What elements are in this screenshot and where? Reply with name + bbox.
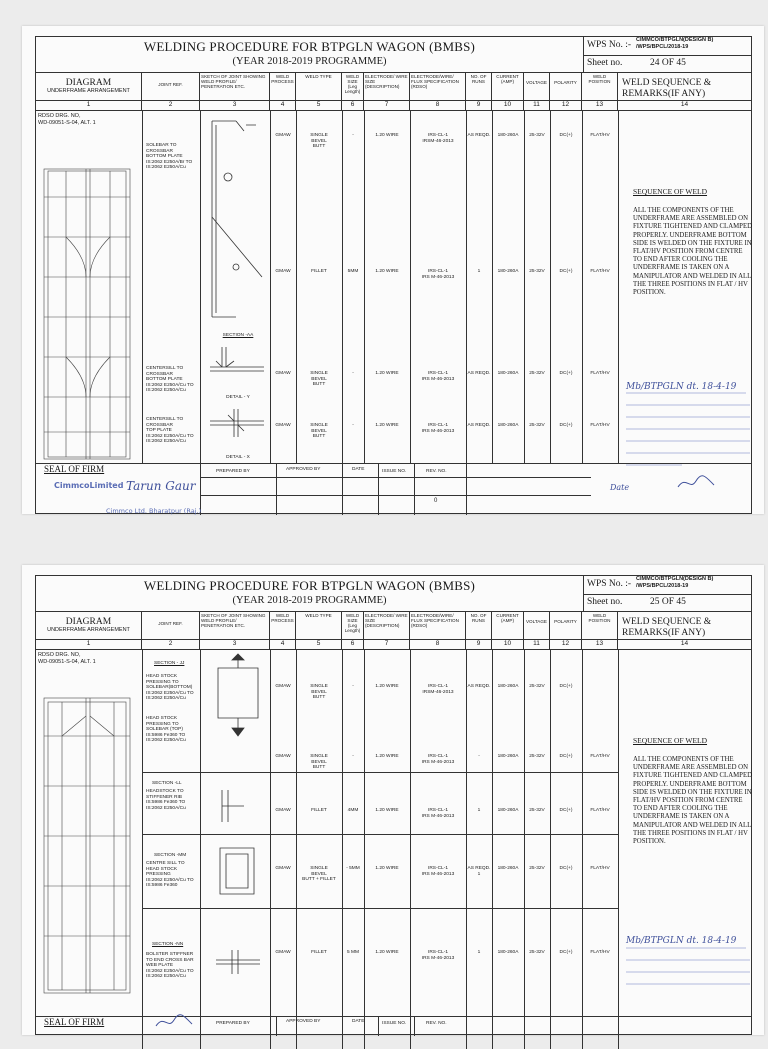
cell-size: - (352, 133, 354, 138)
sequence-heading: SEQUENCE OF WELD (633, 736, 708, 745)
rev-no: REV. NO. (426, 1021, 447, 1026)
sequence-heading: SEQUENCE OF WELD (633, 187, 708, 196)
cell-runs: 1 (477, 269, 481, 274)
cell-voltage: 25-32V (529, 371, 545, 376)
col-voltage: VOLTAGE (524, 72, 550, 100)
rdso-drawing-ref: RDSO DRG. NO, WD-09051-S-04, ALT. 1 (38, 652, 96, 665)
sheet-label: Sheet no. (587, 58, 623, 68)
cell-polarity: DC(+) (559, 133, 573, 138)
cell-voltage: 25-32V (529, 269, 545, 274)
cell-process: GMAW (275, 754, 291, 759)
cell-polarity: DC(+) (559, 371, 573, 376)
section-aa-label: SECTION -AA (222, 333, 254, 338)
prepared-by: PREPARED BY (216, 469, 250, 474)
cell-size: - (352, 371, 354, 376)
rev-value: 0 (434, 498, 438, 504)
section-jj-label: SECTION - JJ (154, 661, 185, 666)
cell-polarity: DC(+) (559, 866, 573, 871)
cell-spec: IRS-CL-1 IRS M-46-2013 (421, 754, 455, 765)
cell-electrode: 1.20 WIRE (375, 950, 399, 955)
issue-no: ISSUE NO. (382, 469, 407, 474)
cell-t: SINGLE BEVEL BUTT (310, 371, 328, 387)
col-current: CURRENT (AMP) (492, 72, 524, 100)
cell-voltage: 25-32V (529, 866, 545, 871)
cell-process: GMAW (275, 423, 291, 428)
section-mm-label: SECTION -MM (154, 853, 187, 858)
cell-size: - 5MM (346, 866, 360, 871)
cell-voltage: 25-32V (529, 684, 545, 689)
cell-current: 180-260A (497, 269, 519, 274)
col-position: WELD POSITION (582, 72, 618, 100)
joint-ref-2: HEAD STOCK PRESSING TO SOLEBAR (TOP) IS:5986 Fe360 TO IS:2062 E250A/Cu (146, 716, 186, 743)
cell-process: GMAW (275, 684, 291, 689)
sheet-25 (22, 565, 764, 1035)
rev-no: REV. NO. (426, 469, 447, 474)
column-header-row (36, 611, 751, 640)
signatory-name: Tarun Gaur (126, 479, 196, 493)
joint-ref-3: CENTERSILL TO CROSSBAR TOP PLATE IS:2062 E250A/Cu TO IS:2062 E250A/Cu (146, 417, 194, 444)
cell-spec: IRS-CL-1 IRS M-46-2013 (421, 866, 455, 877)
sheet-frame (35, 36, 752, 514)
section-ll-label: SECTION -LL (152, 781, 182, 786)
programme-year: (YEAR 2018-2019 PROGRAMME) (232, 595, 387, 606)
cell-voltage: 25-32V (529, 808, 545, 813)
prepared-by: PREPARED BY (216, 1021, 250, 1026)
cell-position: FLAT/HV (590, 269, 610, 274)
sheet-number (584, 55, 751, 73)
cell-runs: AS REQD. (467, 133, 491, 138)
joint-ref-4: CENTRE SILL TO HEAD STOCK PRESSING IS:2062 E250A/Cu TO IS:5986 Fe360 (146, 861, 194, 888)
weld-sketch-nn (212, 946, 264, 976)
cell-polarity: DC(+) (559, 684, 573, 689)
cell-spec: IRS-CL-1 IRS M-46-2013 (421, 808, 455, 819)
weld-sketch-detail-y (206, 343, 268, 383)
date-handwritten: Date (610, 483, 630, 492)
col-spec: ELECTRODE/WIRE/ FLUX SPECIFICATION (RDSO) (410, 611, 466, 639)
cell-size: - (352, 684, 354, 689)
wps-value: CIMMCO/BTPGLN(DESIGN B) /WPS/BPCL/2018-19 (636, 37, 714, 50)
column-number-row: 1 2 3 4 5 6 7 8 9 10 11 12 13 14 (36, 100, 751, 111)
cell-t: FILLET (311, 950, 327, 955)
cell-t: SINGLE BEVEL BUTT + FILLET (302, 866, 336, 882)
detail-x-label: DETAIL - X (226, 455, 250, 460)
cell-process: GMAW (275, 371, 291, 376)
sequence-body: ALL THE COMPONENTS OF THE UNDERFRAME ARE ASSEMBLED ON FIXTURE TIGHTENED AND CLAMPED PROPERLY. UNDERFRAME BOTTOM SIDE IS WELDED ON THE FIXTURE IN FLAT/HV POSITION FROM CENTRE TO END AFTER COOLING THE UNDERFRAME IS TAKEN ON A MANIPULATOR AND WELDED IN ALL THE THREE POSITIONS IN FLAT / HV POSITION. (633, 756, 753, 846)
approved-by: APPROVED BY (286, 1019, 321, 1024)
joint-ref-2: CENTERSILL TO CROSSBAR BOTTOM PLATE IS:2062 E250A/Cu TO IS:2062 E250A/Cu (146, 366, 194, 393)
cell-polarity: DC(+) (559, 808, 573, 813)
company-stamp: CimmcoLimited (54, 481, 124, 490)
cell-t: SINGLE BEVEL BUTT (310, 133, 328, 149)
cell-voltage: 25-32V (529, 133, 545, 138)
col-process: WELD PROCESS (270, 611, 296, 639)
cell-runs: AS REQD. 1 (467, 866, 491, 877)
weld-sketch-ll (214, 786, 254, 826)
cell-runs: 1 (477, 808, 481, 813)
wps-value: CIMMCO/BTPGLN(DESIGN B) /WPS/BPCL/2018-19 (636, 576, 714, 589)
cell-size: 4MM (347, 808, 359, 813)
col-spec: ELECTRODE/WIRE/ FLUX SPECIFICATION (RDSO) (410, 72, 466, 100)
column-header-row (36, 72, 751, 101)
cell-electrode: 1.20 WIRE (375, 684, 399, 689)
cell-position: FLAT/HV (590, 371, 610, 376)
issue-no: ISSUE NO. (382, 1021, 407, 1026)
cell-t: FILLET (311, 808, 327, 813)
cell-runs: AS REQD. (467, 423, 491, 428)
cell-polarity: DC(+) (559, 754, 573, 759)
signature-mark (676, 473, 716, 493)
underframe-diagram (42, 696, 134, 996)
cell-t: SINGLE BEVEL BUTT (310, 754, 328, 770)
weld-sketch-detail-x (206, 403, 268, 443)
cell-runs: AS REQD. (467, 371, 491, 376)
underframe-diagram (42, 167, 134, 462)
col-size: WELD SIZE (Leg Length) (342, 611, 364, 639)
col-remarks: WELD SEQUENCE & REMARKS(IF ANY) (622, 617, 712, 638)
weld-sketch-jj (208, 658, 268, 768)
cell-polarity: DC(+) (559, 269, 573, 274)
col-polarity: POLARITY (550, 611, 582, 639)
cell-current: 180-260A (497, 684, 519, 689)
approved-by: APPROVED BY (286, 467, 321, 472)
sequence-body: ALL THE COMPONENTS OF THE UNDERFRAME ARE ASSEMBLED ON FIXTURE TIGHTENED AND CLAMPED PROPERLY. UNDERFRAME BOTTOM SIDE IS WELDED ON THE FIXTURE IN FLAT/HV POSITION FROM CENTRE TO END AFTER COOLING THE UNDERFRAME IS TAKEN ON A MANIPULATOR AND WELDED IN ALL THE THREE POSITIONS IN FLAT / HV POSITION. (633, 207, 753, 297)
column-number-row: 1 2 3 4 5 6 7 8 9 10 11 12 13 14 (36, 639, 751, 650)
cell-current: 180-260A (497, 133, 519, 138)
document-title: WELDING PROCEDURE FOR BTPGLN WAGON (BMBS) (143, 578, 476, 593)
col-remarks: WELD SEQUENCE & REMARKS(IF ANY) (622, 78, 712, 99)
cell-polarity: DC(+) (559, 950, 573, 955)
col-diagram: DIAGRAM UNDERFRAME ARRANGEMENT (36, 611, 142, 639)
detail-y-label: DETAIL - Y (226, 395, 250, 400)
cell-position: FLAT/HV (590, 808, 610, 813)
title-block (36, 37, 584, 73)
col-runs: NO. OF RUNS (466, 72, 492, 100)
cell-position: FLAT/HV (590, 754, 610, 759)
cell-size: - (352, 423, 354, 428)
wps-number (584, 576, 751, 595)
col-sketch: SKETCH OF JOINT SHOWING WELD PROFILE/ PENETRATION ETC. (200, 72, 270, 100)
seal-of-firm: SEAL OF FIRM (44, 464, 105, 474)
col-type: WELD TYPE (296, 611, 342, 639)
col-process: WELD PROCESS (270, 72, 296, 100)
cell-t: SINGLE BEVEL BUTT (310, 684, 328, 700)
date-label: DATE (352, 1019, 365, 1024)
cell-current: 180-260A (497, 808, 519, 813)
cell-spec: IRS-CL-1 IRS M-46-2013 (421, 423, 455, 434)
cell-process: GMAW (275, 133, 291, 138)
wps-label: WPS No. :- (587, 40, 632, 50)
cell-electrode: 1.20 WIRE (375, 754, 399, 759)
joint-ref-3: HEADSTOCK TO STIFFENER RIB IS:5986 Fe360 TO IS:2062 E250A/Cu (146, 789, 186, 811)
cell-electrode: 1.20 WIRE (375, 133, 399, 138)
wps-label: WPS No. :- (587, 579, 632, 589)
joint-ref-1: SOLEBAR TO CROSSBAR BOTTOM PLATE IS:2062 E250A/Br TO IS:2062 E250A/Cu (146, 143, 193, 170)
rdso-drawing-ref: RDSO DRG. NO, WD-09051-S-04, ALT. 1 (38, 113, 96, 126)
cell-runs: 1 (477, 950, 481, 955)
col-voltage: VOLTAGE (524, 611, 550, 639)
col-electrode: ELECTRODE/ WIRE SIZE (DESCRIPTION) (364, 611, 410, 639)
cell-current: 180-260A (497, 950, 519, 955)
cell-process: GMAW (275, 808, 291, 813)
cell-voltage: 25-32V (529, 754, 545, 759)
sheet-number (584, 594, 751, 612)
col-sketch: SKETCH OF JOINT SHOWING WELD PROFILE/ PENETRATION ETC. (200, 611, 270, 639)
col-size: WELD SIZE (Leg Length) (342, 72, 364, 100)
cell-process: GMAW (275, 866, 291, 871)
inspector-note: Mb/BTPGLN dt. 18-4-19 (626, 936, 737, 946)
signature-mark (154, 1012, 194, 1032)
joint-ref-5: BOLSTER STIFFNER TO END CROSS BAR WEB PLATE IS:2062 E250A/Cu TO IS:2062 E250A/Cu (146, 952, 194, 979)
weld-sketch-mm (214, 844, 264, 900)
date-label: DATE (352, 467, 365, 472)
section-nn-label: SECTION -NN (152, 942, 184, 947)
cell-position: FLAT/HV (590, 950, 610, 955)
weld-sketch-section-aa (206, 117, 268, 327)
document-title: WELDING PROCEDURE FOR BTPGLN WAGON (BMBS) (143, 39, 476, 54)
cell-electrode: 1.20 WIRE (375, 866, 399, 871)
col-diagram: DIAGRAM UNDERFRAME ARRANGEMENT (36, 72, 142, 100)
cell-spec: IRS-CL-1 IRS M-46-2013 (421, 269, 455, 280)
cell-spec: IRS-CL-1 IRS M-46-2013 (421, 950, 455, 961)
inspector-note: Mb/BTPGLN dt. 18-4-19 (626, 382, 737, 392)
programme-year: (YEAR 2018-2019 PROGRAMME) (232, 56, 387, 67)
cell-voltage: 25-32V (529, 423, 545, 428)
inspection-stamp (622, 385, 762, 475)
wps-number (584, 37, 751, 56)
cell-size: - (352, 754, 354, 759)
cell-size: 5 MM (347, 950, 359, 955)
cell-position: FLAT/HV (590, 133, 610, 138)
cell-runs: - (478, 754, 480, 759)
company-address: Cimmco Ltd. Bharatpur (Raj.) (106, 507, 202, 515)
cell-current: 180-260A (497, 754, 519, 759)
cell-current: 180-260A (497, 866, 519, 871)
joint-ref-1: HEAD STOCK PRESSING TO SOLEBAR(BOTTOM) IS:2062 E250A/Cu TO IS:2062 E250A/Cu (146, 674, 194, 701)
seal-of-firm: SEAL OF FIRM (44, 1017, 105, 1027)
cell-spec: IRS-CL-1 IRSM-46-2013 (422, 133, 454, 144)
sheet-label: Sheet no. (587, 597, 623, 607)
cell-runs: AS REQD. (467, 684, 491, 689)
cell-spec: IRS-CL-1 IRS M-46-2013 (421, 371, 455, 382)
col-runs: NO. OF RUNS (466, 611, 492, 639)
cell-electrode: 1.20 WIRE (375, 269, 399, 274)
cell-spec: IRS-CL-1 IRSM-46-2013 (422, 684, 454, 695)
col-current: CURRENT (AMP) (492, 611, 524, 639)
col-type: WELD TYPE (296, 72, 342, 100)
col-polarity: POLARITY (550, 72, 582, 100)
inspection-stamp (622, 940, 762, 1000)
cell-position: FLAT/HV (590, 423, 610, 428)
cell-t: FILLET (311, 269, 327, 274)
col-joint: JOINT REF. (142, 611, 200, 639)
cell-electrode: 1.20 WIRE (375, 808, 399, 813)
col-joint: JOINT REF. (142, 72, 200, 100)
cell-current: 180-260A (497, 371, 519, 376)
cell-voltage: 25-32V (529, 950, 545, 955)
cell-current: 180-260A (497, 423, 519, 428)
cell-size: 5MM (347, 269, 359, 274)
cell-electrode: 1.20 WIRE (375, 371, 399, 376)
cell-process: GMAW (275, 950, 291, 955)
col-electrode: ELECTRODE/ WIRE SIZE (DESCRIPTION) (364, 72, 410, 100)
title-block (36, 576, 584, 612)
sheet-value: 25 OF 45 (650, 597, 686, 607)
col-position: WELD POSITION (582, 611, 618, 639)
sheet-value: 24 OF 45 (650, 58, 686, 68)
sheet-frame (35, 575, 752, 1035)
cell-electrode: 1.20 WIRE (375, 423, 399, 428)
cell-t: SINGLE BEVEL BUTT (310, 423, 328, 439)
cell-position: FLAT/HV (590, 866, 610, 871)
cell-process: GMAW (275, 269, 291, 274)
sheet-24 (22, 26, 764, 514)
cell-polarity: DC(+) (559, 423, 573, 428)
